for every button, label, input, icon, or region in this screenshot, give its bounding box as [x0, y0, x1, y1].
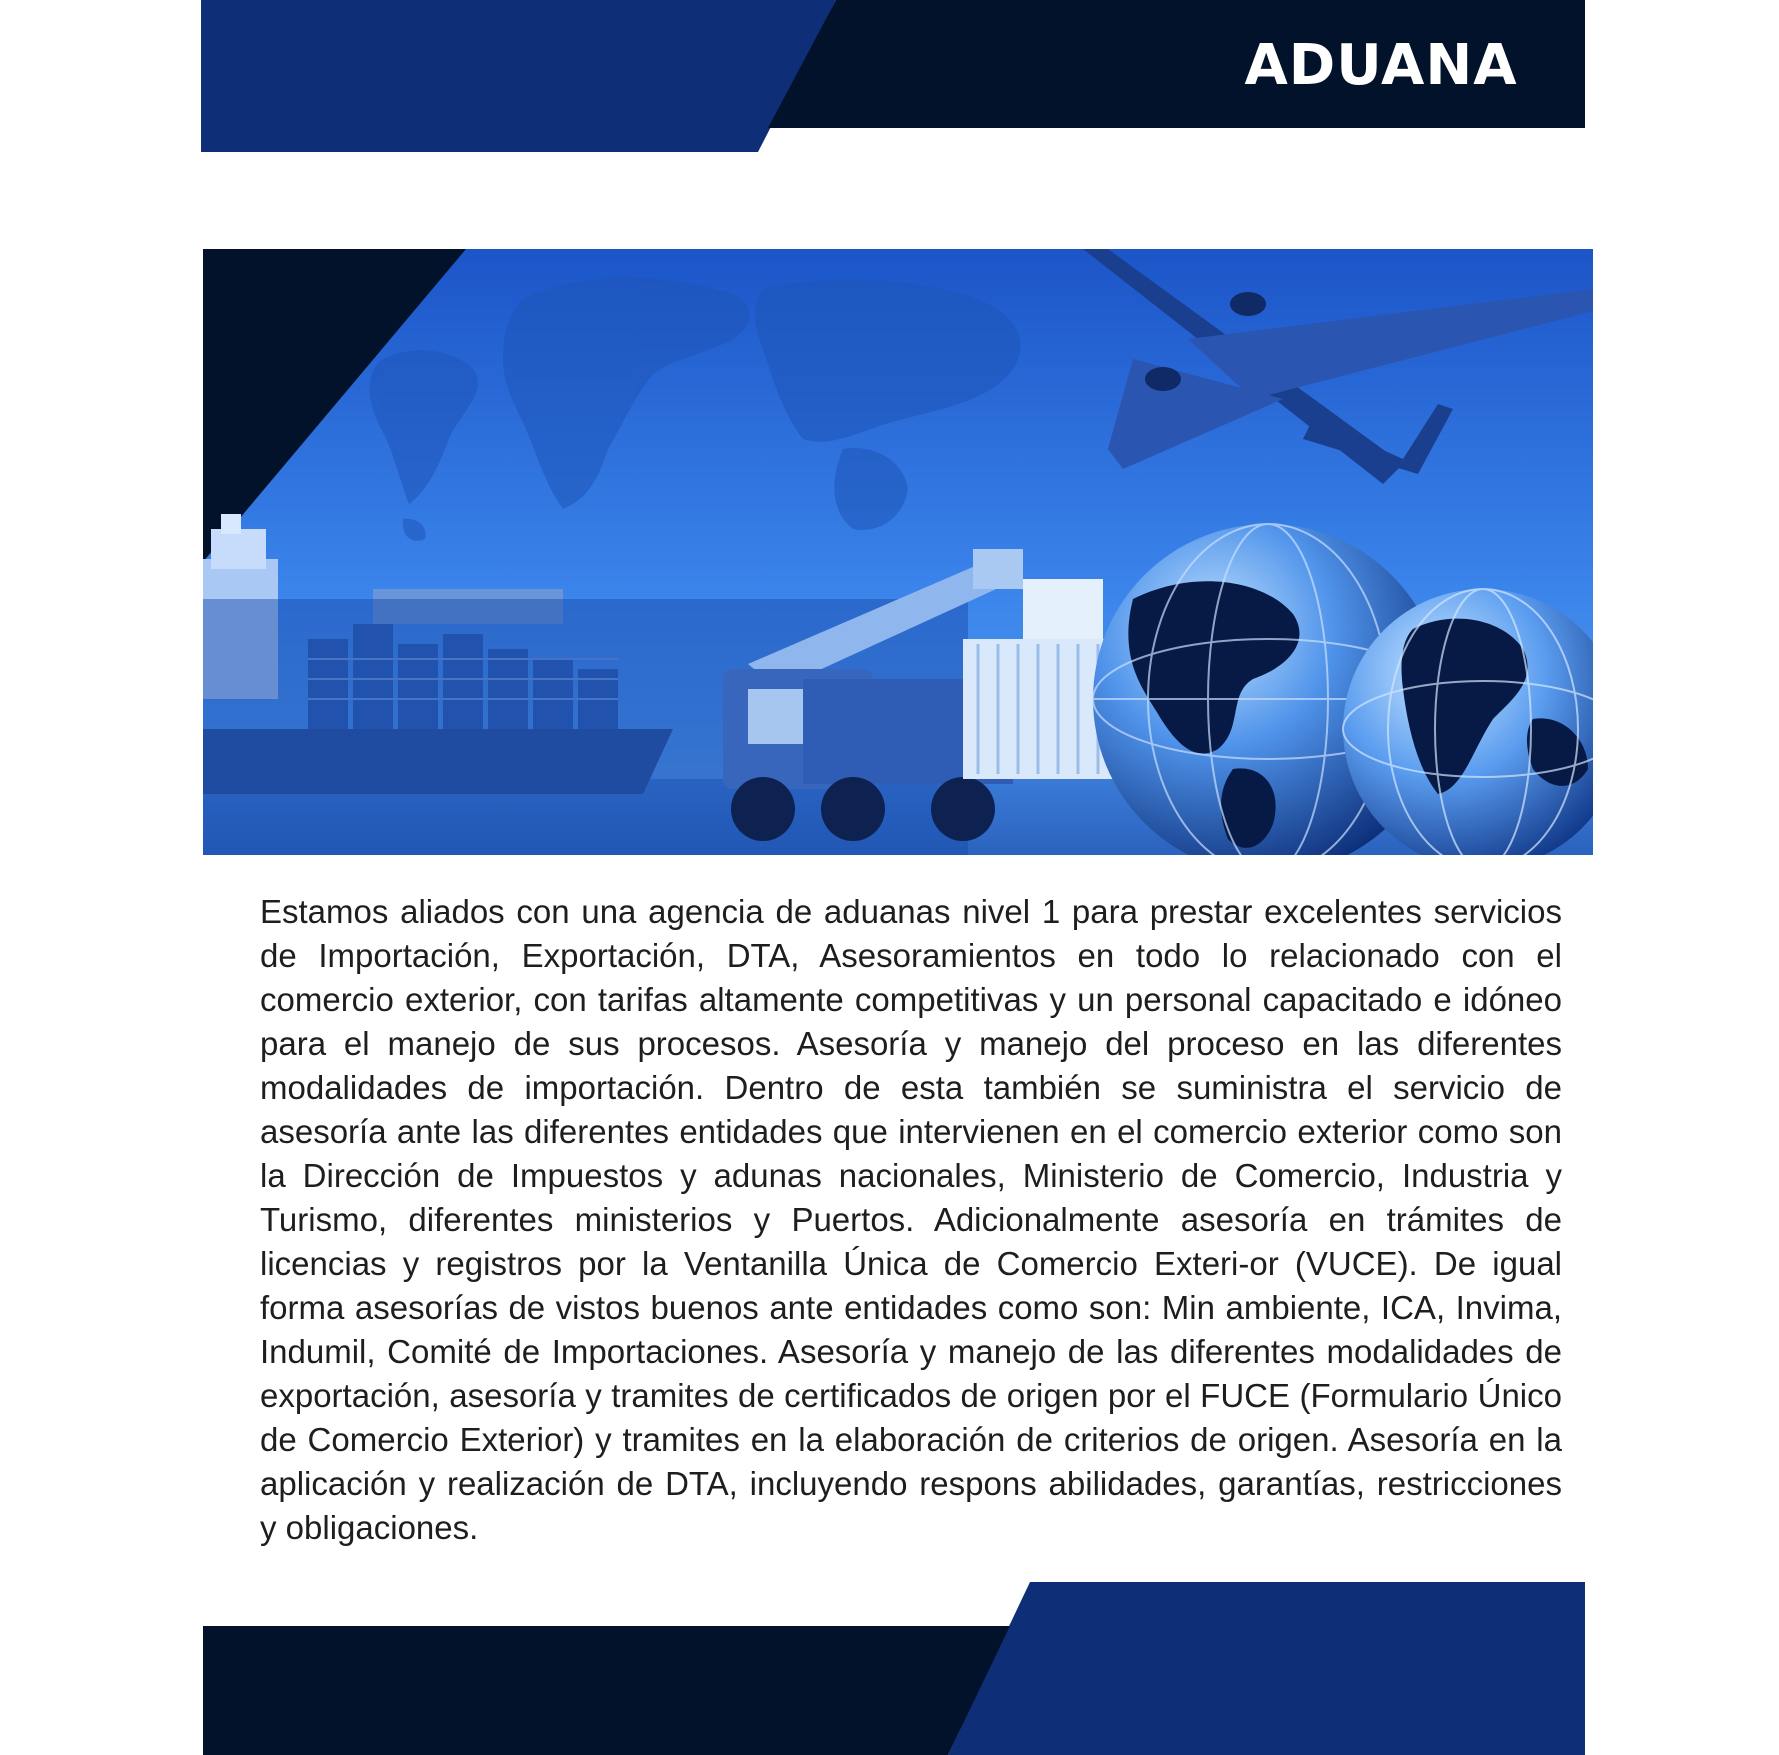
footer-shapes	[203, 1582, 1585, 1755]
footer-dark-panel	[203, 1626, 1010, 1755]
header-blue-panel	[201, 0, 836, 152]
service-description: Estamos aliados con una agencia de aduanas nivel 1 para prestar excelentes servicios de Importación, Exportación, DTA, Asesoramientos en todo lo relacionado con el comercio exterior, con tarifas altamente competitivas y un personal capacitado e idóneo para el manejo de sus procesos. Asesoría y manejo del proceso en las diferentes modalidades de importación. Dentro de esta también se suministra el servicio de asesoría ante las diferentes entidades que intervienen en el comercio exterior como son la Dirección de Impuestos y adunas nacionales, Ministerio de Comercio, Industria y Turismo, diferentes ministerios y Puertos. Adicionalmente asesoría en trámites de licencias y registros por la Ventanilla Única de Comercio Exteri-or (VUCE). De igual forma asesorías de vistos buenos ante entidades como son: Min ambiente, ICA, Invima, Indumil, Comité de Importaciones. Asesoría y manejo de las diferentes modalidades de exportación, asesoría y tramites de certificados de origen por el FUCE (Formulario Único de Comercio Exterior) y tramites en la elaboración de criterios de origen. Asesoría en la aplicación y realización de DTA, incluyendo respons abilidades, garantías, restricciones y obligaciones.	[260, 893, 1562, 1546]
footer-band	[203, 1582, 1585, 1755]
footer-blue-panel	[948, 1582, 1585, 1755]
logistics-illustration	[203, 249, 1593, 855]
header-band	[201, 0, 1585, 152]
page-title: ADUANA	[1244, 33, 1518, 98]
hero-image	[203, 249, 1593, 855]
